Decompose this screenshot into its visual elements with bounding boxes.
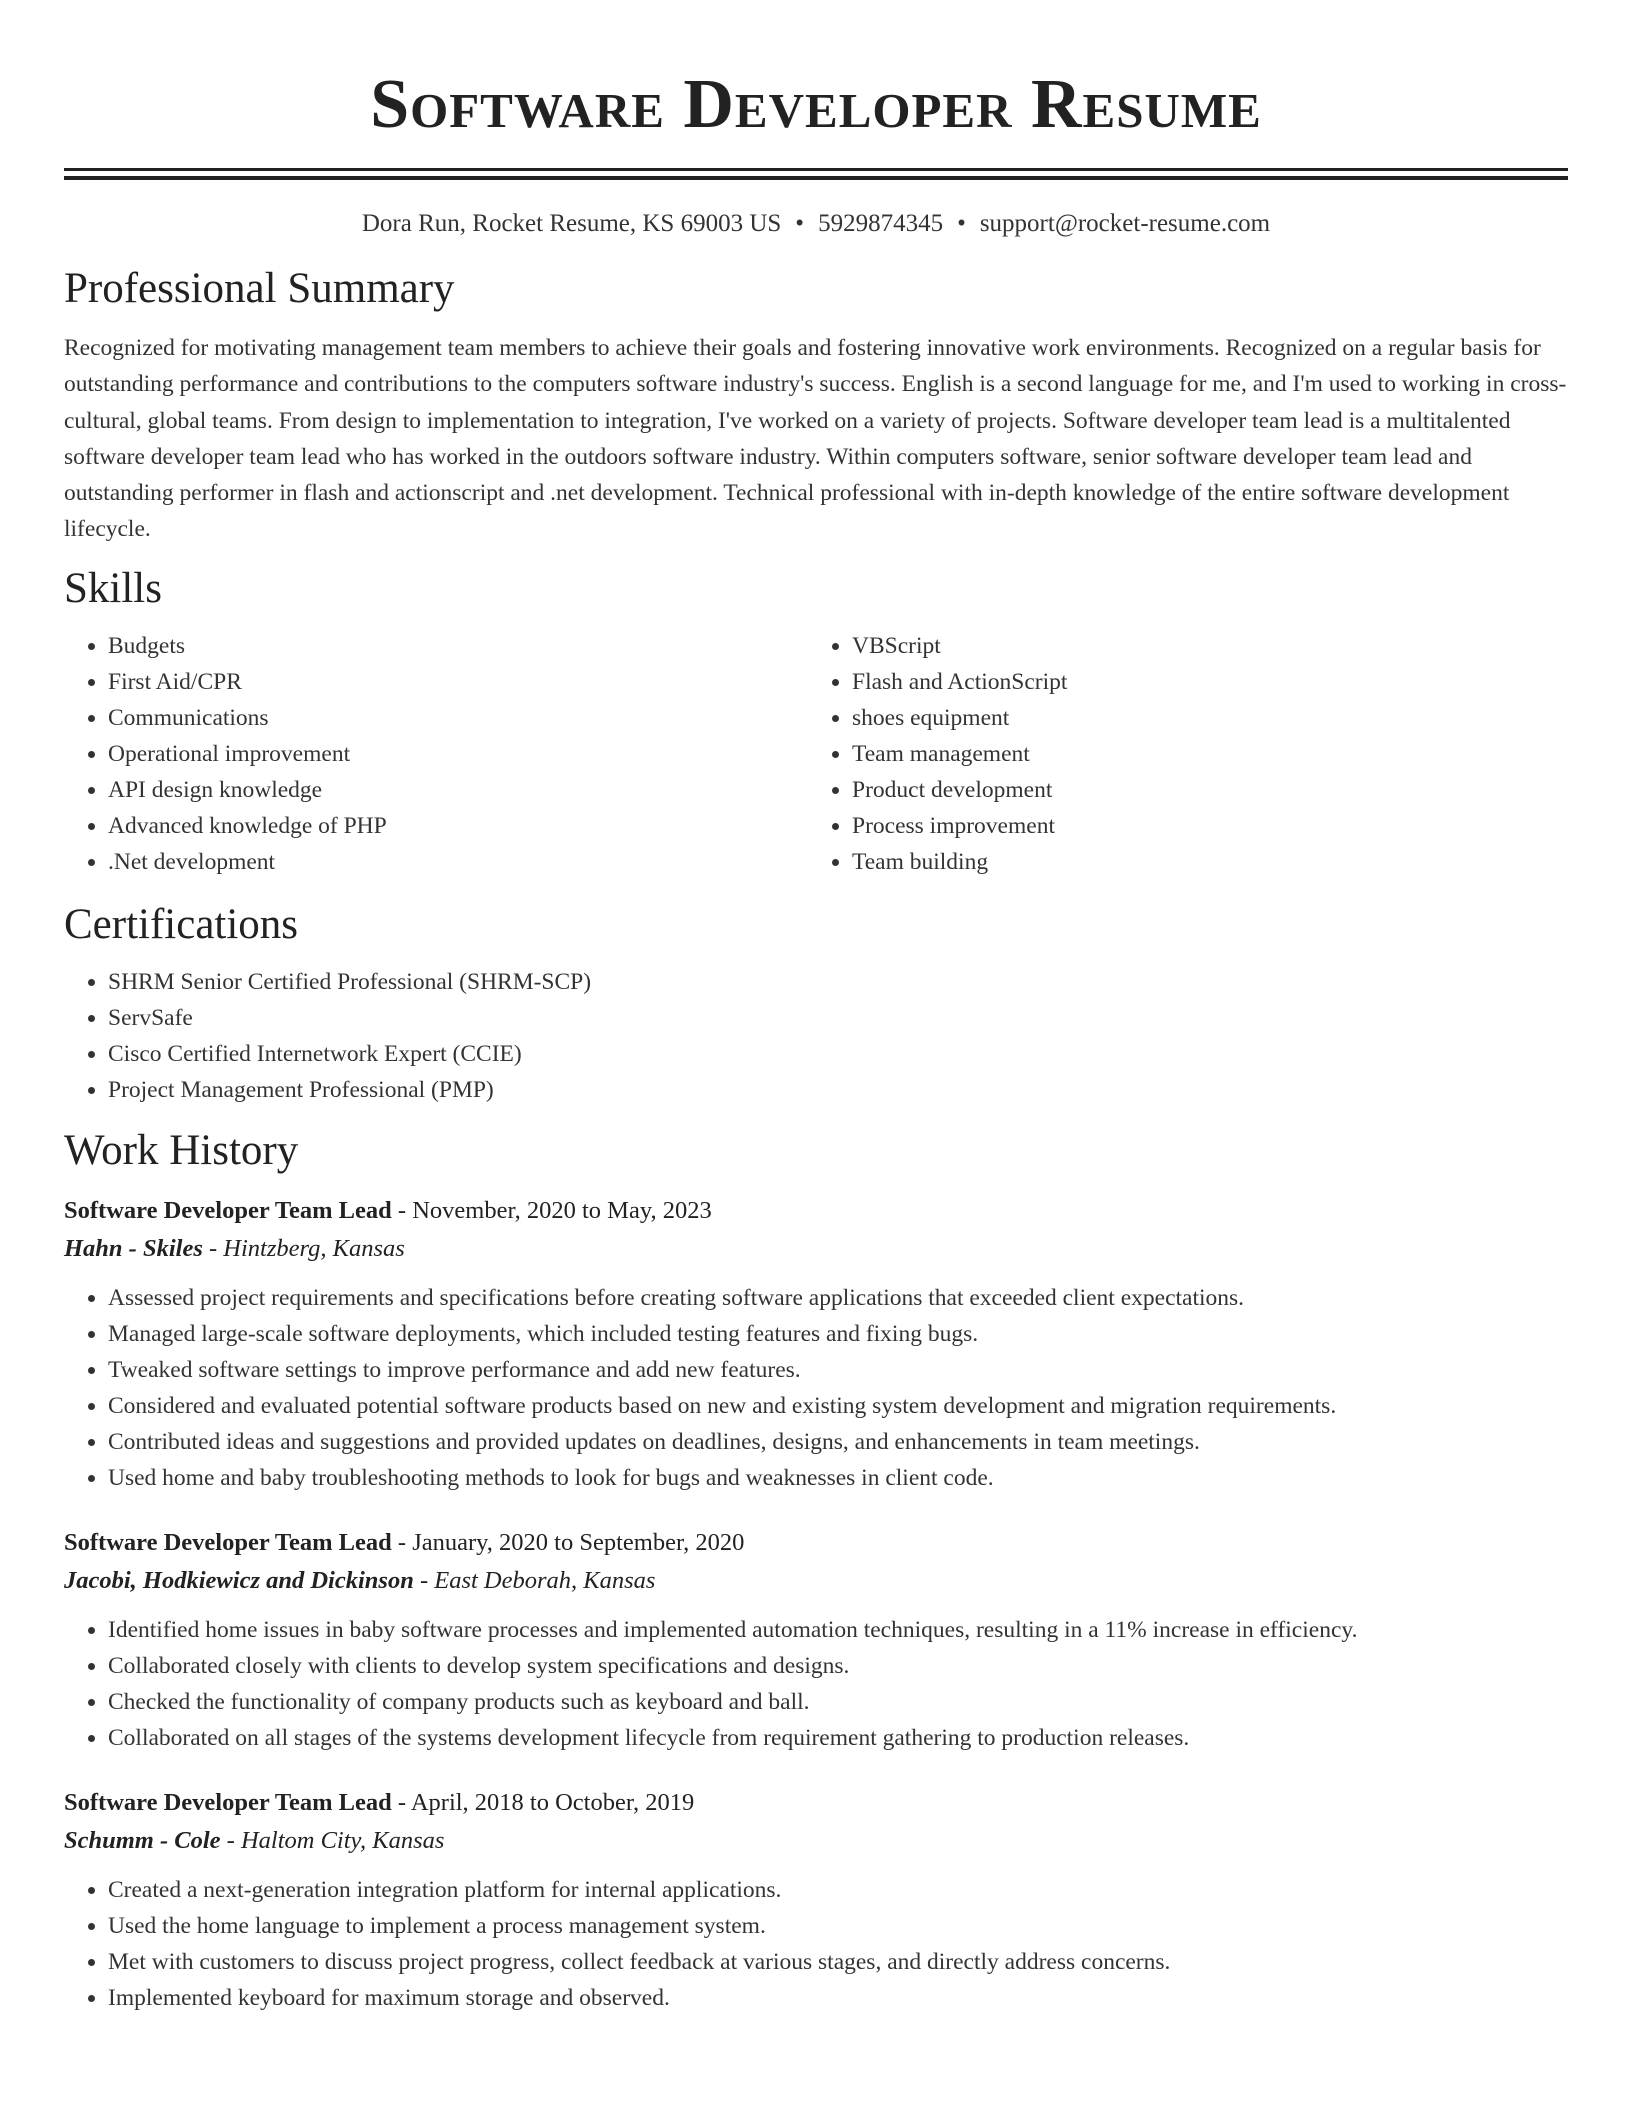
certification-item: • Cisco Certified Internetwork Expert (CCIE) [108, 1036, 1568, 1072]
certification-item: • Project Management Professional (PMP) [108, 1072, 1568, 1108]
resume-title: Software Developer Resume [370, 66, 1262, 143]
job-bullet: • Implemented keyboard for maximum storage and observed. [108, 1980, 1568, 2016]
job-bullet: • Used home and baby troubleshooting methods to look for bugs and weaknesses in client code. [108, 1460, 1568, 1496]
skills-list-left [64, 628, 806, 880]
contact-address: Dora Run, Rocket Resume, KS 69003 US [361, 210, 782, 237]
job-location: - Hintzberg, Kansas [202, 1234, 405, 1262]
contact-email[interactable]: support@rocket-resume.com [979, 210, 1271, 237]
job-company: Hahn - Skiles [64, 1234, 203, 1262]
skill-item: • Operational improvement [108, 736, 806, 772]
skill-item: • First Aid/CPR [108, 664, 806, 700]
job-company: Schumm - Cole [64, 1826, 221, 1854]
contact-phone: 5929874345 [818, 210, 944, 237]
job-title-line [64, 1192, 1568, 1230]
job-company: Jacobi, Hodkiewicz and Dickinson [64, 1566, 414, 1594]
skills-heading: Skills [64, 564, 162, 612]
job-company-line [64, 1230, 1568, 1268]
skills-columns [64, 628, 1568, 880]
summary-heading: Professional Summary [64, 265, 455, 312]
skill-item: • Advanced knowledge of PHP [108, 808, 806, 844]
job-company-line [64, 1562, 1568, 1600]
job-dates: - April, 2018 to October, 2019 [391, 1788, 695, 1816]
job-bullet: • Managed large-scale software deployments, which included testing features and fixing bugs. [108, 1316, 1568, 1352]
contact-separator: • [795, 210, 805, 237]
skill-item: • Process improvement [852, 808, 1552, 844]
job-bullet: • Used the home language to implement a process management system. [108, 1908, 1568, 1944]
job-bullet: • Met with customers to discuss project progress, collect feedback at various stages, and directly address concerns. [108, 1944, 1568, 1980]
skill-item: • .Net development [108, 844, 806, 880]
job-bullet: • Collaborated closely with clients to develop system specifications and designs. [108, 1648, 1568, 1684]
certifications-list [64, 964, 1568, 1108]
job-dates: - November, 2020 to May, 2023 [391, 1196, 712, 1224]
job-bullets [64, 1872, 1568, 2016]
job-title: Software Developer Team Lead [64, 1528, 392, 1556]
certification-item: • ServSafe [108, 1000, 1568, 1036]
skill-item: • Budgets [108, 628, 806, 664]
skill-item: • Team management [852, 736, 1552, 772]
job-title: Software Developer Team Lead [64, 1196, 392, 1224]
job-dates: - January, 2020 to September, 2020 [391, 1528, 745, 1556]
skill-item: • VBScript [852, 628, 1552, 664]
job-location: - Haltom City, Kansas [220, 1826, 445, 1854]
skills-list-right [806, 628, 1552, 880]
skill-item: • Flash and ActionScript [852, 664, 1552, 700]
job-bullet: • Assessed project requirements and specifications before creating software applications that exceeded client expectations. [108, 1280, 1568, 1316]
title-divider [64, 168, 1568, 180]
job-location: - East Deborah, Kansas [413, 1566, 656, 1594]
job-title-line [64, 1784, 1568, 1822]
skill-item: • API design knowledge [108, 772, 806, 808]
contact-line [64, 206, 1568, 242]
certification-item: • SHRM Senior Certified Professional (SHRM-SCP) [108, 964, 1568, 1000]
skill-item: • Communications [108, 700, 806, 736]
job-title-line [64, 1524, 1568, 1562]
job-bullet: • Contributed ideas and suggestions and provided updates on deadlines, designs, and enhancements in team meetings. [108, 1424, 1568, 1460]
job-bullet: • Collaborated on all stages of the systems development lifecycle from requirement gathering to production releases. [108, 1720, 1568, 1756]
contact-separator: • [957, 210, 966, 237]
job-bullets [64, 1280, 1568, 1496]
job-title: Software Developer Team Lead [64, 1788, 392, 1816]
job-bullet: • Considered and evaluated potential software products based on new and existing system development and migration requirements. [108, 1388, 1568, 1424]
resume-page [64, 0, 1568, 2016]
summary-text: Recognized for motivating management team members to achieve their goals and fostering innovative work environments. Recognized on a regular basis for outstanding performance and contributions to the computers software industry's success. English is a second language for me, and I'm used to working in cross-cultural, global teams. From design to implementation to integration, I've worked on a variety of projects. Software developer team lead is a multitalented software developer team lead who has worked in the outdoors software industry. Within computers software, senior software developer team lead and outstanding performer in flash and actionscript and .net development. Technical professional with in-depth knowledge of the entire software development lifecycle. [64, 335, 1567, 543]
job-bullets [64, 1612, 1568, 1756]
job-entry [64, 1192, 1568, 1496]
skill-item: • shoes equipment [852, 700, 1552, 736]
skill-item: • Team building [852, 844, 1552, 880]
certifications-heading: Certifications [64, 900, 299, 948]
job-bullet: • Identified home issues in baby software processes and implemented automation techniques, resulting in a 11% increase in efficiency. [108, 1612, 1568, 1648]
job-entry [64, 1784, 1568, 2016]
job-bullet: • Tweaked software settings to improve performance and add new features. [108, 1352, 1568, 1388]
job-company-line [64, 1822, 1568, 1860]
job-bullet: • Checked the functionality of company products such as keyboard and ball. [108, 1684, 1568, 1720]
job-entry [64, 1524, 1568, 1756]
job-bullet: • Created a next-generation integration platform for internal applications. [108, 1872, 1568, 1908]
skill-item: • Product development [852, 772, 1552, 808]
work-history-heading: Work History [64, 1126, 299, 1174]
